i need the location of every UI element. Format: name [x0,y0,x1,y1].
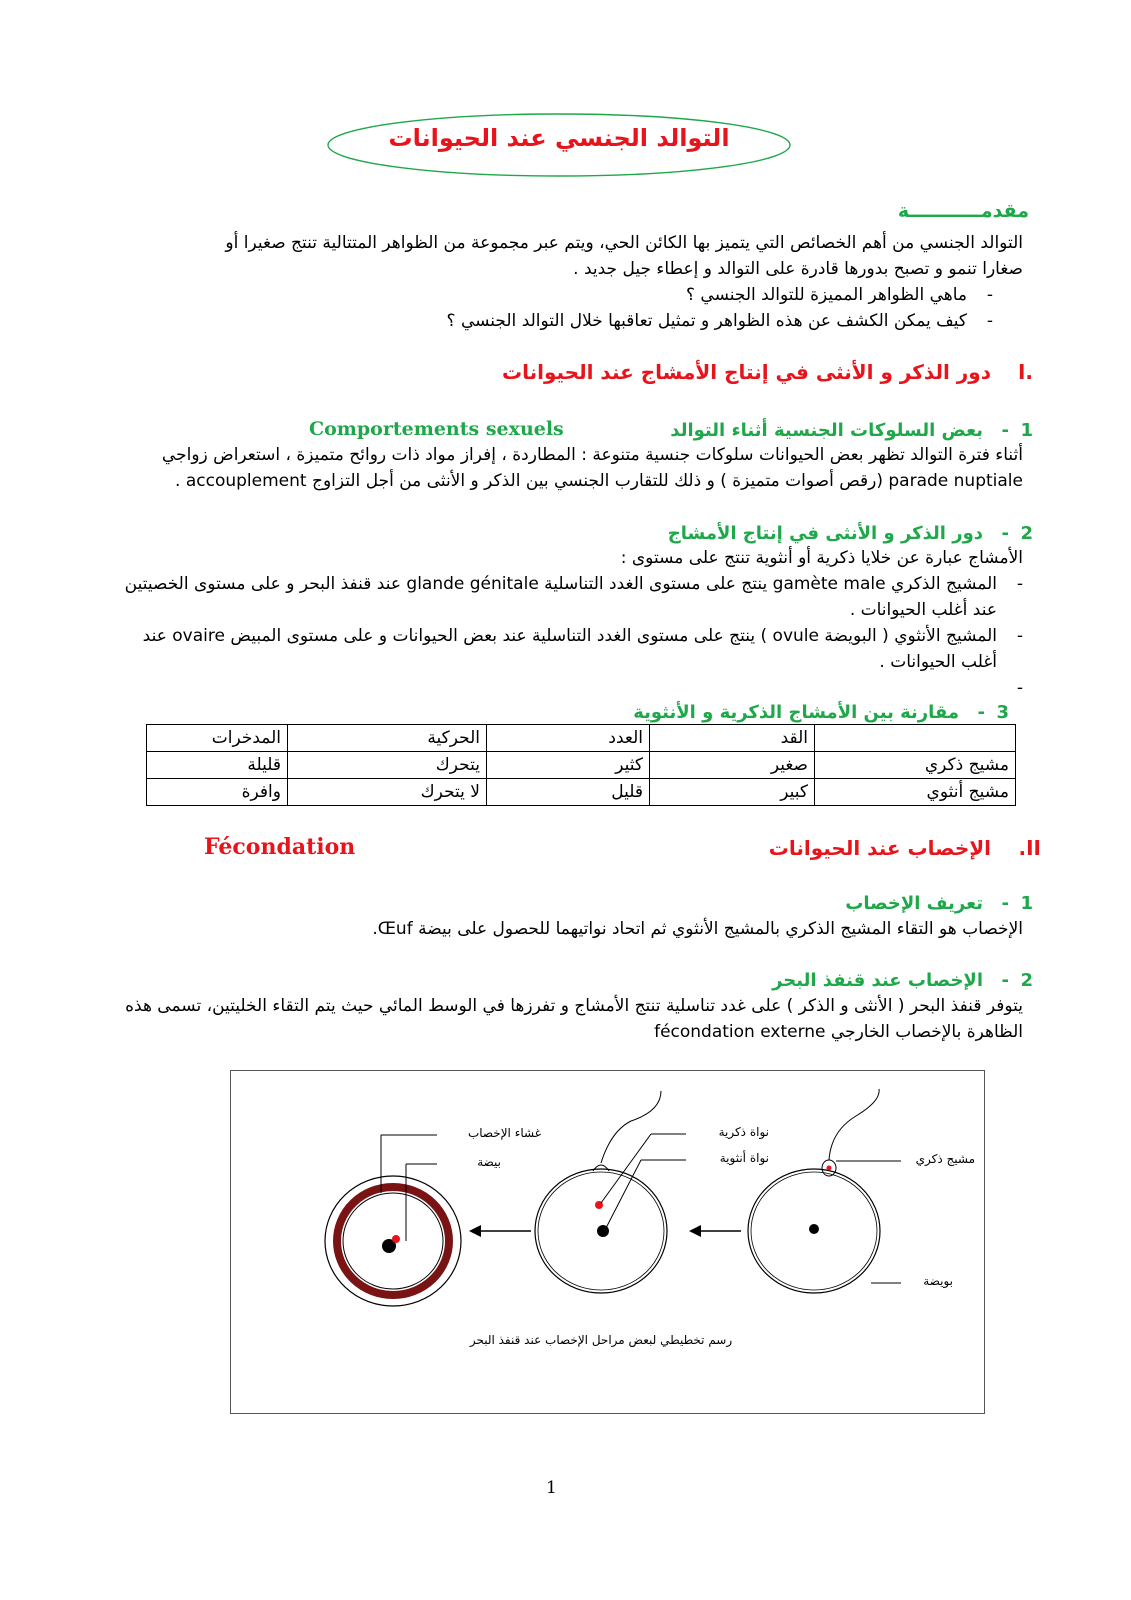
sub-dash: - [1001,420,1009,441]
fertilization-diagram [231,1071,984,1413]
paragraph-line: parade nuptiale (رقص أصوات متميزة ) و ذلك للتقارب الجنسي بين الذكر و الأنثى من أجل التزاوج accouplement . [175,471,1023,491]
sub-title-fr: Comportements sexuels [309,418,564,440]
intro-line: التوالد الجنسي من أهم الخصائص التي يتميز بها الكائن الحي، ويتم عبر مجموعة من الظواهر المتتالية تنتج صغيرا أو [225,233,1023,253]
section-2-number: .II [1018,836,1041,860]
label-membrane: غشاء الإخصاب [467,1126,541,1140]
behaviour-paragraph [123,442,1023,494]
intro-heading: مقدمـــــــــــة [897,200,1029,222]
section-1-number: I. [1017,360,1033,384]
table-cell: يتحرك [288,752,487,779]
sub-number: 3 [996,702,1009,723]
label-male-nucleus: نواة ذكرية [718,1125,769,1139]
label-sperm: مشيج ذكري [915,1152,975,1166]
table-header-cell: المدخرات [147,725,288,752]
intro-paragraph [93,230,1023,334]
bullet-continuation: أغلب الحيوانات . [879,652,997,672]
table-header-cell: القد [650,725,815,752]
label-ovule: بويضة [923,1274,953,1288]
table-header-cell: العدد [487,725,650,752]
sub-dash: - [1001,523,1009,544]
paragraph-line: أثناء فترة التوالد تظهر بعض الحيوانات سلوكات جنسية متنوعة : المطاردة ، إفراز مواد ذات روائح متميزة ، استعراض زواجي [161,445,1023,465]
fertilized-egg [325,1176,461,1306]
sub-title: بعض السلوكات الجنسية أثناء التوالد [670,420,983,441]
sub-title: مقارنة بين الأمشاج الذكرية و الأنثوية [633,702,959,723]
definition-paragraph: الإخصاب هو التقاء المشيج الذكري بالمشيج الأنثوي ثم اتحاد نواتيهما للحصول على بيضة Œuf. [372,919,1023,939]
paragraph-line: الظاهرة بالإخصاب الخارجي fécondation externe [654,1022,1023,1042]
sub-dash: - [1001,970,1009,991]
table-row [147,779,1016,806]
bullet-continuation: عند أغلب الحيوانات . [849,600,997,620]
intro-question: - كيف يمكن الكشف عن هذه الظواهر و تمثيل تعاقبها خلال التوالد الجنسي ؟ [93,308,993,334]
sub-dash: - [1001,893,1009,914]
table-cell: صغير [650,752,815,779]
fertilization-figure [230,1070,985,1414]
label-egg: بيضة [477,1155,501,1169]
table-cell: مشيج ذكري [815,752,1016,779]
bullet-item: - المشيج الأنثوي ( البويضة ovule ) ينتج على مستوى الغدد التناسلية عند بعض الحيوانات و على مستوى المبيض ovaire عند [83,623,1023,649]
gametes-paragraph [83,545,1023,701]
page-number: 1 [546,1478,557,1498]
empty-bullet: - [1016,678,1023,698]
stage-arrow [469,1225,531,1237]
table-cell: كثير [487,752,650,779]
table-cell: لا يتحرك [288,779,487,806]
ovule-with-sperm [748,1089,880,1293]
intro-question: - ماهي الظواهر المميزة للتوالد الجنسي ؟ [93,282,993,308]
table-header-row [147,725,1016,752]
section-2-title: الإخصاب عند الحيوانات [768,836,991,860]
sea-urchin-paragraph [83,993,1023,1045]
table-cell: مشيج أنثوي [815,779,1016,806]
label-female-nucleus: نواة أنثوية [719,1151,769,1165]
sub-number: 1 [1020,893,1033,914]
table-header-cell: الحركية [288,725,487,752]
sub-number: 2 [1020,523,1033,544]
sub-title: تعريف الإخصاب [845,893,983,914]
bullet-item: - المشيج الذكري gamète male ينتج على مستوى الغدد التناسلية glande génitale عند قنفذ البحر و على مستوى الخصيتين [83,571,1023,597]
section-2-title-fr: Fécondation [204,834,356,860]
table-header-cell [815,725,1016,752]
stage-arrow [689,1225,741,1237]
paragraph-line: يتوفر قنفذ البحر ( الأنثى و الذكر ) على غدد تناسلية تنتج الأمشاج و تفرزها في الوسط المائي حيث يتم التقاء الخليتين، تسمى هذه [125,996,1023,1016]
sub-title: دور الذكر و الأنثى في إنتاج الأمشاج [667,523,983,544]
table-row [147,752,1016,779]
page-title: التوالد الجنسي عند الحيوانات [388,124,730,152]
sub-dash: - [977,702,985,723]
comparison-table [146,724,1016,806]
paragraph-line: الأمشاج عبارة عن خلايا ذكرية أو أنثوية تنتج على مستوى : [620,548,1023,568]
intro-line: صغارا تنمو و تصبح بدورها قادرة على التوالد و إعطاء جيل جديد . [573,259,1023,279]
sub-number: 2 [1020,970,1033,991]
table-cell: قليلة [147,752,288,779]
table-cell: كبير [650,779,815,806]
table-cell: قليل [487,779,650,806]
sub-title: الإخصاب عند قنفذ البحر [772,970,983,991]
section-1-title: دور الذكر و الأنثى في إنتاج الأمشاج عند الحيوانات [501,360,991,384]
table-cell: وافرة [147,779,288,806]
sub-number: 1 [1020,420,1033,441]
egg-with-sperm-entry [535,1091,667,1293]
figure-caption: رسم تخطيطي لبعض مراحل الإخصاب عند قنفذ البحر [469,1333,733,1347]
